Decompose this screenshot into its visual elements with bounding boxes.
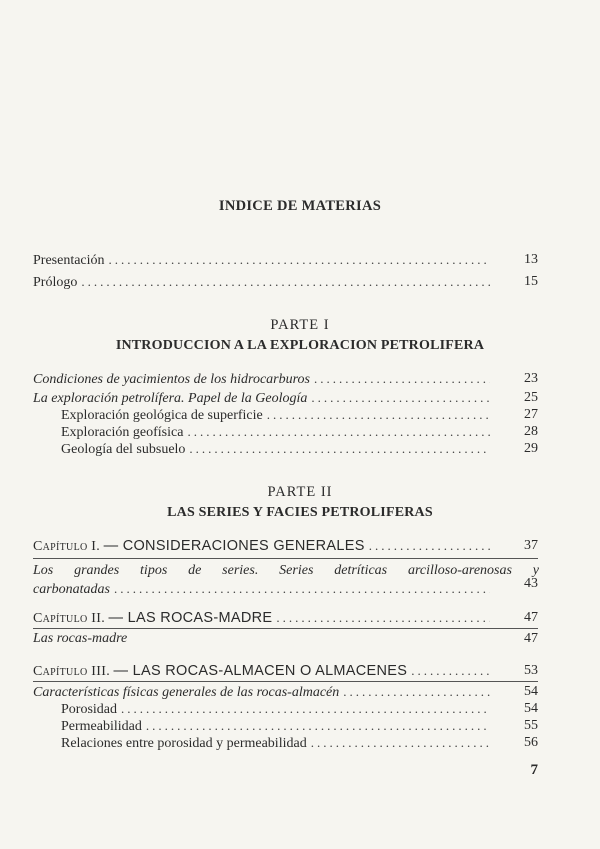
page-folio: 7 — [530, 762, 538, 778]
entry-page-number: 27 — [524, 407, 538, 422]
dot-leader — [311, 389, 490, 407]
part2-title: LAS SERIES Y FACIES PETROLIFERAS — [167, 505, 433, 520]
toc-entry-grandes-tipos-line1: Los grandes tipos de series. Series detríticas arcilloso-arenosas y — [33, 563, 539, 578]
entry-title: Geología del subsuelo — [61, 442, 186, 457]
dot-leader — [109, 251, 490, 269]
entry-page-number: 54 — [524, 684, 538, 699]
entry-title: carbonatadas — [33, 582, 110, 597]
dot-leader — [314, 370, 490, 388]
toc-entry-exploracion-geofisica — [61, 423, 490, 441]
toc-chapter-1 — [33, 537, 490, 555]
entry-page-number: 55 — [524, 718, 538, 733]
dot-leader — [343, 683, 490, 701]
entry-page-number: 29 — [524, 441, 538, 456]
chapter-heading — [33, 662, 411, 680]
dot-leader — [187, 423, 490, 441]
entry-title: Relaciones entre porosidad y permeabilidad — [61, 736, 307, 751]
entry-page-number: 56 — [524, 735, 538, 750]
toc-entry-exploracion-geologica — [61, 406, 490, 424]
chapter-number: Capítulo III. — [33, 664, 110, 679]
chapter-number: Capítulo I. — [33, 539, 101, 554]
toc-entry-rocas-madre — [33, 630, 490, 648]
chapter-heading — [33, 609, 276, 627]
entry-page-number: 23 — [524, 371, 538, 386]
chapter-page-number: 53 — [524, 663, 538, 678]
dot-leader — [267, 406, 490, 424]
dot-leader — [311, 734, 490, 752]
entry-title: Exploración geológica de superficie — [61, 408, 263, 423]
entry-page-number: 47 — [524, 631, 538, 646]
chapter-title: — LAS ROCAS-MADRE — [108, 610, 273, 626]
entry-title: Exploración geofísica — [61, 425, 184, 440]
toc-entry-relaciones — [61, 734, 490, 752]
toc-entry-condiciones — [33, 370, 490, 388]
page-heading: INDICE DE MATERIAS — [218, 198, 382, 214]
toc-entry-porosidad — [61, 700, 490, 718]
toc-entry-grandes-tipos-line2 — [33, 580, 490, 598]
entry-title: Permeabilidad — [61, 719, 142, 734]
toc-entry-exploracion-petrolifera — [33, 389, 490, 407]
chapter-divider — [33, 681, 538, 682]
entry-title: Porosidad — [61, 702, 117, 717]
dot-leader — [146, 717, 490, 735]
toc-entry-prologo — [33, 273, 490, 291]
entry-title: Las rocas-madre — [33, 631, 128, 646]
dot-leader — [114, 580, 490, 598]
toc-entry-geologia-subsuelo — [61, 440, 490, 458]
entry-title: Prólogo — [33, 275, 78, 290]
dot-leader — [276, 609, 490, 627]
entry-title: Presentación — [33, 253, 105, 268]
entry-page-number: 28 — [524, 424, 538, 439]
chapter-page-number: 37 — [524, 538, 538, 553]
entry-title: Condiciones de yacimientos de los hidrocarburos — [33, 372, 310, 387]
chapter-divider — [33, 628, 538, 629]
entry-page-number: 54 — [524, 701, 538, 716]
entry-page-number: 25 — [524, 390, 538, 405]
entry-page-number: 15 — [524, 274, 538, 289]
entry-page-number: 13 — [524, 252, 538, 267]
dot-leader — [81, 273, 490, 291]
part1-label: PARTE I — [270, 317, 330, 333]
chapter-title: — CONSIDERACIONES GENERALES — [103, 538, 365, 554]
dot-leader — [369, 537, 490, 555]
dot-leader — [189, 440, 490, 458]
toc-entry-caracteristicas — [33, 683, 490, 701]
part1-title: INTRODUCCION A LA EXPLORACION PETROLIFERA — [115, 338, 485, 353]
toc-chapter-3 — [33, 662, 490, 680]
toc-entry-presentacion — [33, 251, 490, 269]
chapter-divider — [33, 558, 538, 559]
toc-entry-permeabilidad — [61, 717, 490, 735]
dot-leader — [121, 700, 490, 718]
entry-page-number: 43 — [524, 576, 538, 591]
chapter-number: Capítulo II. — [33, 611, 106, 626]
chapter-heading — [33, 537, 369, 555]
toc-chapter-2 — [33, 609, 490, 627]
chapter-title: — LAS ROCAS-ALMACEN O ALMACENES — [113, 663, 408, 679]
chapter-page-number: 47 — [524, 610, 538, 625]
entry-title: Características físicas generales de las rocas-almacén — [33, 685, 340, 700]
part2-label: PARTE II — [267, 484, 333, 500]
dot-leader — [411, 662, 490, 680]
entry-title: La exploración petrolífera. Papel de la Geología — [33, 391, 308, 406]
